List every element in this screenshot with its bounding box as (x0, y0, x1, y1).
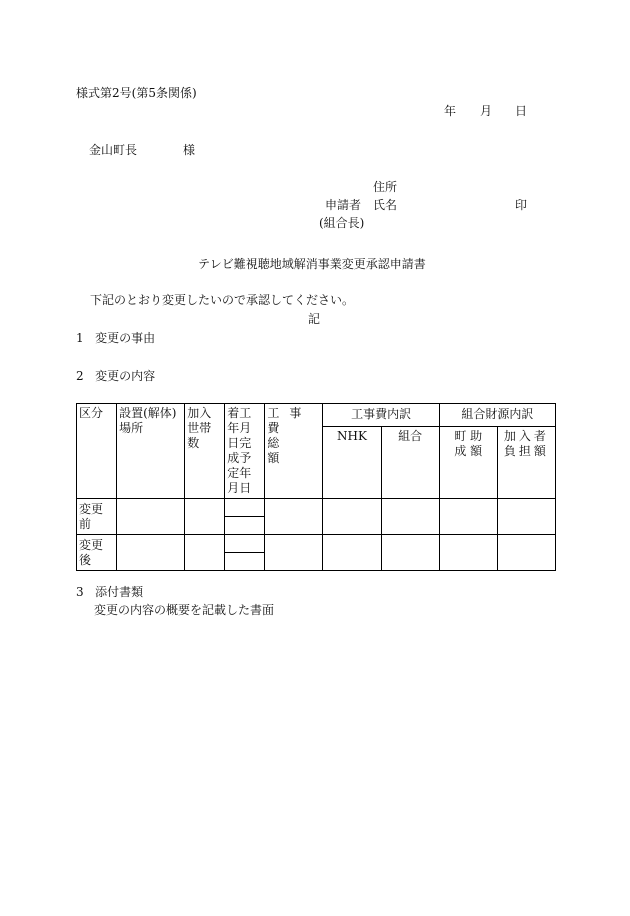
header-member-share (497, 426, 555, 498)
header-member-share-line1: 加入者 (503, 428, 549, 443)
applicant-label: 申請者 (325, 198, 362, 212)
form-number: 様式第2号(第5条関係) (76, 86, 197, 100)
header-town-subsidy-line2: 成 額 (454, 443, 483, 458)
addressee-honorific: 様 (183, 143, 196, 157)
section-3 (76, 584, 143, 600)
date-month: 月 (480, 104, 493, 118)
header-total-cost-line2: 総額 (267, 436, 304, 465)
table-row (77, 535, 556, 553)
section-label: 変更の内容 (95, 369, 156, 383)
header-location: 設置(解体)場所 (117, 404, 185, 499)
section-1 (76, 330, 155, 346)
intro-text: 下記のとおり変更したいので承認してください。 (90, 293, 355, 307)
ki-heading: 記 (308, 312, 321, 326)
section-2 (76, 368, 155, 384)
header-member-share-line2: 負担額 (503, 443, 549, 458)
header-kubun: 区分 (77, 404, 117, 499)
attachment-detail: 変更の内容の概要を記載した書面 (94, 603, 275, 617)
document-title: テレビ難視聴地域解消事業変更承認申請書 (198, 257, 426, 271)
section-number: 3 (76, 585, 84, 599)
header-town-subsidy (439, 426, 497, 498)
date-year: 年 (444, 104, 457, 118)
header-nhk: NHK (323, 426, 381, 498)
union-head-label: (組合長) (319, 216, 365, 230)
section-label: 添付書類 (95, 585, 144, 599)
header-households: 加入世帯数 (185, 404, 225, 499)
header-cost-breakdown: 工事費内訳 (323, 404, 439, 427)
addressee-name: 金山町長 (89, 143, 138, 157)
section-label: 変更の事由 (95, 331, 156, 345)
header-town-subsidy-line1: 町 助 (454, 428, 483, 443)
section-number: 1 (76, 331, 84, 345)
date-day: 日 (515, 104, 528, 118)
header-total-cost-line1: 工事費 (267, 406, 312, 435)
table-row (77, 499, 556, 517)
row-label-before: 変更前 (77, 499, 117, 535)
name-label: 氏名 (373, 198, 398, 212)
address-label: 住所 (373, 180, 398, 194)
header-dates: 着工年月日完成予定年月日 (225, 404, 265, 499)
header-kumiai: 組合 (381, 426, 439, 498)
header-total-cost (265, 404, 323, 499)
row-label-after: 変更後 (77, 535, 117, 571)
header-funding-breakdown: 組合財源内訳 (439, 404, 555, 427)
seal-mark: 印 (515, 198, 528, 212)
section-number: 2 (76, 369, 84, 383)
change-content-table (76, 403, 556, 571)
